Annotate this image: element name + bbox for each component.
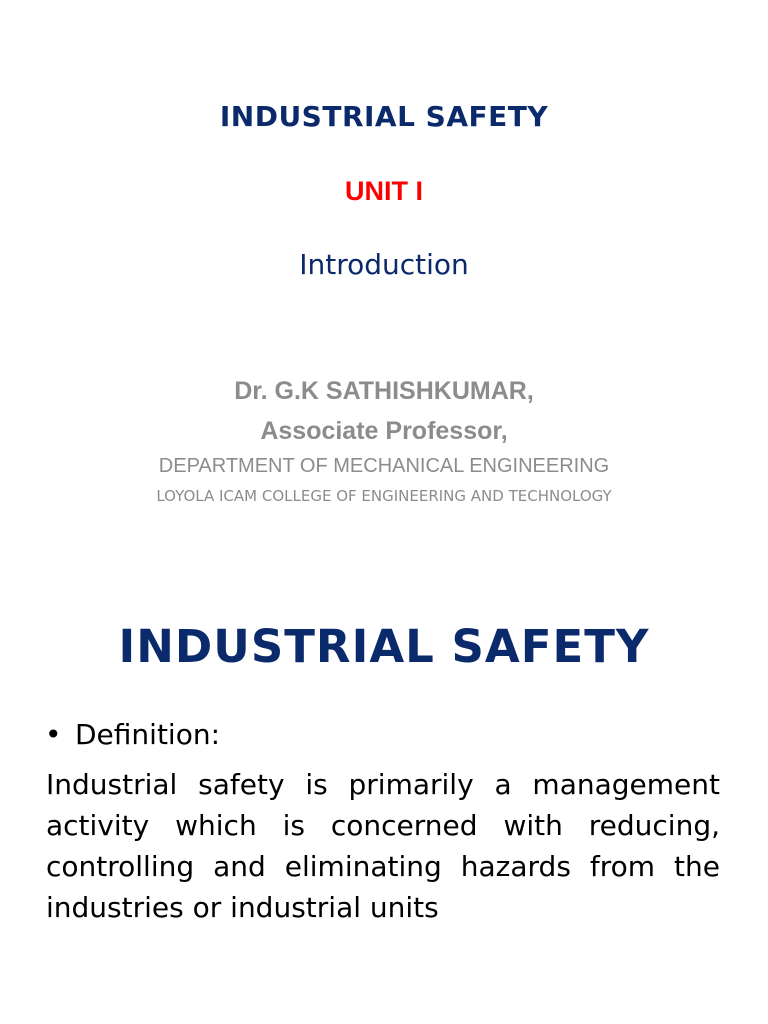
- bullet-label: Definition:: [75, 718, 221, 751]
- author-name: Dr. G.K SATHISHKUMAR,: [234, 377, 534, 405]
- slide-title: INDUSTRIAL SAFETY: [219, 100, 549, 133]
- content-slide: [0, 576, 768, 1024]
- slide-title: INDUSTRIAL SAFETY: [118, 620, 650, 673]
- bullet-icon: •: [45, 718, 62, 751]
- college-name: LOYOLA ICAM COLLEGE OF ENGINEERING AND TECHNOLOGY: [156, 487, 612, 505]
- author-position: Associate Professor,: [260, 417, 508, 445]
- definition-paragraph: Industrial safety is primarily a management activity which is concerned with reducing, controlling and eliminating hazards from the industries or industrial units: [46, 768, 720, 924]
- unit-label: UNIT I: [345, 176, 423, 206]
- department-name: DEPARTMENT OF MECHANICAL ENGINEERING: [158, 455, 610, 477]
- slide-subtitle: Introduction: [299, 248, 469, 281]
- bullet-item: [45, 718, 220, 751]
